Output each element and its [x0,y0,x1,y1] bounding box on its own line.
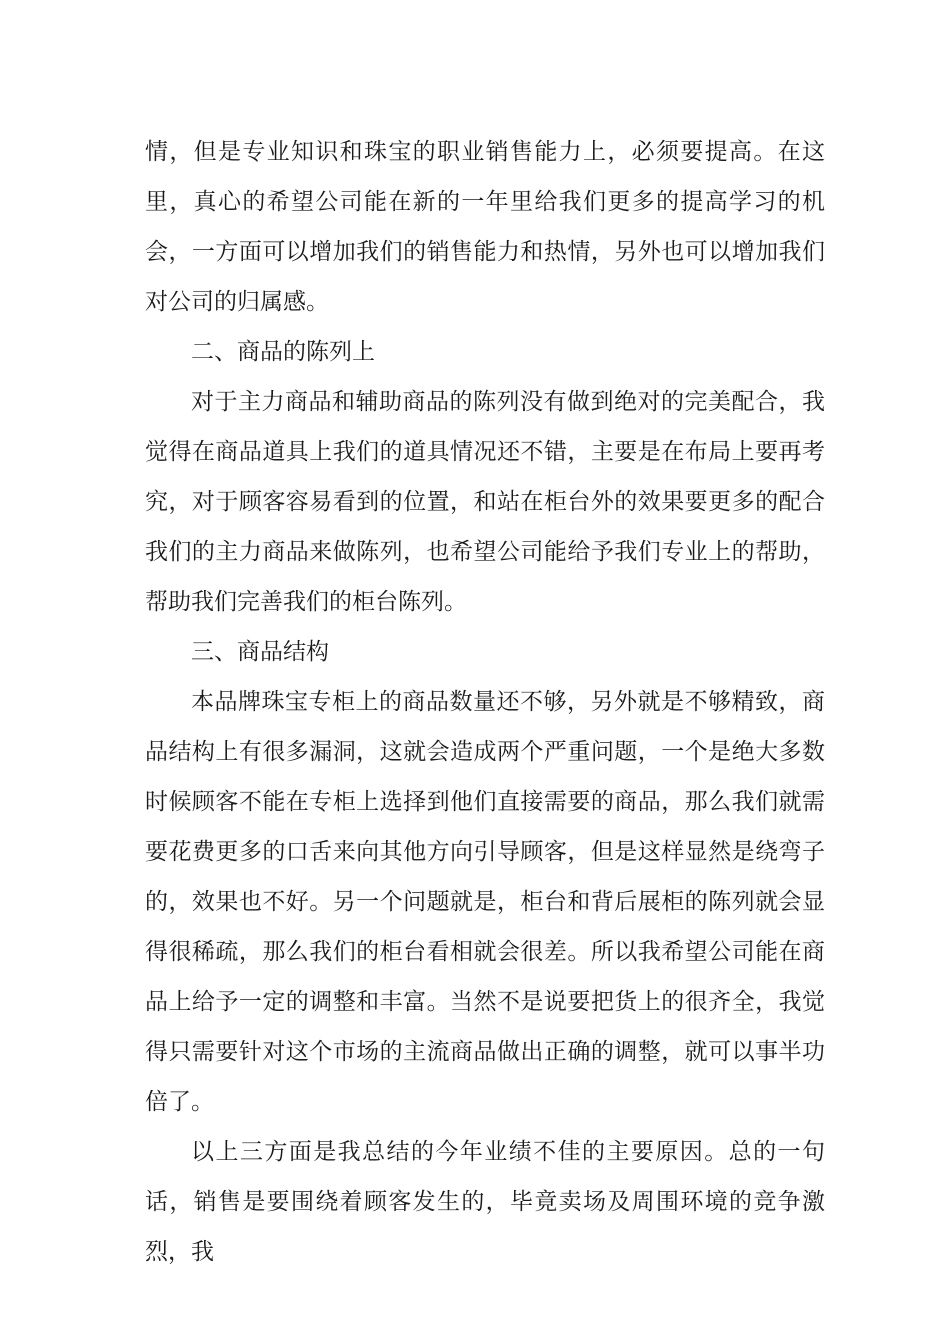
paragraph-training-conclusion: 情，但是专业知识和珠宝的职业销售能力上，必须要提高。在这里，真心的希望公司能在新的一年里给我们更多的提高学习的机会，一方面可以增加我们的销售能力和热情，另外也可以增加我们对公司的归属感。 [145,139,825,315]
paragraph-structure: 本品牌珠宝专柜上的商品数量还不够，另外就是不够精致，商品结构上有很多漏洞，这就会造成两个严重问题，一个是绝大多数时候顾客不能在专柜上选择到他们直接需要的商品，那么我们就需要花费更多的口舌来向其他方向引导顾客，但是这样显然是绕弯子的，效果也不好。另一个问题就是，柜台和背后展柜的陈列就会显得很稀疏，那么我们的柜台看相就会很差。所以我希望公司能在商品上给予一定的调整和丰富。当然不是说要把货上的很齐全，我觉得只需要针对这个市场的主流商品做出正确的调整，就可以事半功倍了。 [145,689,825,1115]
section-heading-structure: 三、商品结构 [191,639,329,665]
section-heading-display: 二、商品的陈列上 [191,339,375,365]
document-body [145,127,825,1277]
paragraph-summary: 以上三方面是我总结的今年业绩不佳的主要原因。总的一句话，销售是要围绕着顾客发生的，毕竟卖场及周围环境的竞争激烈，我 [145,1139,825,1265]
paragraph-display: 对于主力商品和辅助商品的陈列没有做到绝对的完美配合，我觉得在商品道具上我们的道具情况还不错，主要是在布局上要再考究，对于顾客容易看到的位置，和站在柜台外的效果要更多的配合我们的主力商品来做陈列，也希望公司能给予我们专业上的帮助，帮助我们完善我们的柜台陈列。 [145,389,825,615]
